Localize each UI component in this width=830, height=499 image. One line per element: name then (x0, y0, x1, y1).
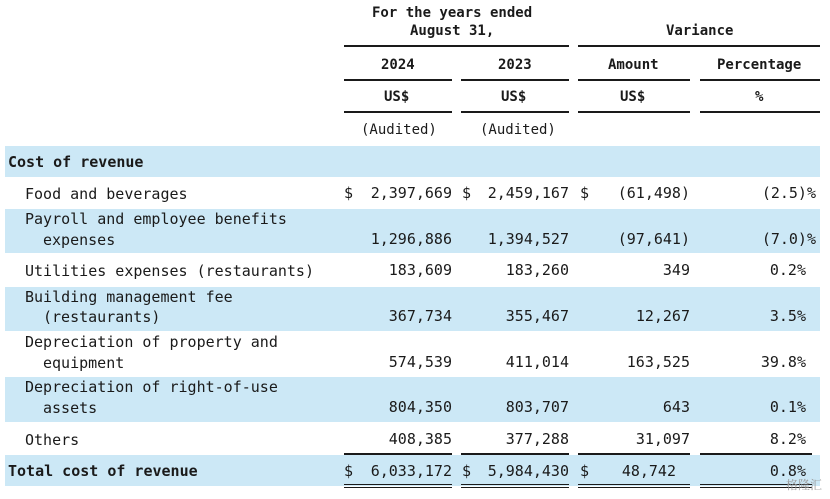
watermark-logo: 格隆汇 (785, 478, 822, 492)
rule-amount-top (578, 79, 690, 81)
row-label-continued: assets (43, 399, 98, 417)
double-rule-2023-a (461, 484, 569, 485)
rule-amount-unit (578, 111, 690, 113)
row-label: Food and beverages (25, 185, 188, 203)
audited-2024: (Audited) (361, 122, 437, 138)
value-amount: 349 (662, 261, 690, 279)
value-percentage: 39.8% (760, 353, 806, 371)
unit-percentage: % (755, 89, 764, 105)
unit-amount: US$ (620, 89, 646, 105)
rule-2024-subtotal (344, 453, 452, 455)
period-header-line1: For the years ended (372, 5, 533, 21)
variance-header: Variance (666, 23, 734, 39)
row-label: Payroll and employee benefits (25, 210, 287, 228)
currency-symbol: $ (580, 184, 590, 202)
double-rule-2024-a (344, 484, 452, 485)
value-2023: 183,260 (505, 261, 569, 279)
value-amount: (61,498) (617, 184, 690, 202)
value-percentage: 8.2% (769, 430, 806, 448)
currency-symbol: $ (580, 462, 590, 480)
value-amount: (97,641) (617, 230, 690, 248)
unit-2024: US$ (384, 89, 410, 105)
value-2024: 183,609 (388, 261, 452, 279)
double-rule-amount-a (578, 484, 690, 485)
column-header-2023: 2023 (498, 57, 532, 73)
audited-2023: (Audited) (480, 122, 556, 138)
total-value-amount: 48,742 (621, 462, 676, 480)
row-label: Depreciation of property and (25, 333, 278, 351)
unit-2023: US$ (501, 89, 527, 105)
rule-2024-unit (344, 111, 452, 113)
value-percentage: 0.1% (769, 398, 806, 416)
value-2024: 1,296,886 (370, 230, 452, 248)
value-2023: 411,014 (505, 353, 569, 371)
value-percentage: 3.5% (769, 307, 806, 325)
rule-percentage-unit (700, 111, 820, 113)
rule-amount-subtotal (578, 453, 690, 455)
rule-2023-top (461, 79, 569, 81)
currency-symbol: $ (344, 184, 354, 202)
currency-symbol: $ (344, 462, 354, 480)
value-amount: 163,525 (626, 353, 690, 371)
rule-2024-top (344, 79, 452, 81)
value-2023: 377,288 (505, 430, 569, 448)
row-label-continued: expenses (43, 231, 116, 249)
currency-symbol: $ (462, 462, 472, 480)
value-amount: 643 (662, 398, 690, 416)
value-2024: 2,397,669 (370, 184, 452, 202)
value-amount: 12,267 (635, 307, 690, 325)
value-2023: 355,467 (505, 307, 569, 325)
double-rule-amount-b (578, 487, 690, 488)
period-header-line2: August 31, (410, 23, 495, 39)
value-2023: 2,459,167 (487, 184, 569, 202)
section-title: Cost of revenue (8, 153, 144, 171)
total-value-percentage: 0.8% (769, 462, 806, 480)
value-percentage: (7.0)% (761, 230, 816, 248)
value-2024: 574,539 (388, 353, 452, 371)
value-2023: 1,394,527 (487, 230, 569, 248)
value-2024: 367,734 (388, 307, 452, 325)
header-rule-period (344, 45, 569, 47)
value-percentage: (2.5)% (761, 184, 816, 202)
row-label: Others (25, 431, 80, 449)
value-2024: 408,385 (388, 430, 452, 448)
row-label: Utilities expenses (restaurants) (25, 262, 314, 280)
double-rule-2023-b (461, 487, 569, 488)
row-label-continued: equipment (43, 354, 125, 372)
value-2023: 803,707 (505, 398, 569, 416)
double-rule-2024-b (344, 487, 452, 488)
header-rule-variance (578, 45, 820, 47)
value-amount: 31,097 (635, 430, 690, 448)
total-value-2023: 5,984,430 (487, 462, 569, 480)
row-label: Depreciation of right-of-use (25, 378, 278, 396)
row-label: Building management fee (25, 288, 233, 306)
value-percentage: 0.2% (769, 261, 806, 279)
value-2024: 804,350 (388, 398, 452, 416)
row-label-continued: (restaurants) (43, 308, 161, 326)
rule-percentage-subtotal (700, 453, 812, 455)
column-header-percentage: Percentage (717, 57, 802, 73)
total-value-2024: 6,033,172 (370, 462, 452, 480)
currency-symbol: $ (462, 184, 472, 202)
column-header-amount: Amount (608, 57, 659, 73)
rule-2023-unit (461, 111, 569, 113)
total-label: Total cost of revenue (8, 462, 198, 480)
rule-2023-subtotal (461, 453, 569, 455)
rule-percentage-top (700, 79, 820, 81)
column-header-2024: 2024 (381, 57, 415, 73)
